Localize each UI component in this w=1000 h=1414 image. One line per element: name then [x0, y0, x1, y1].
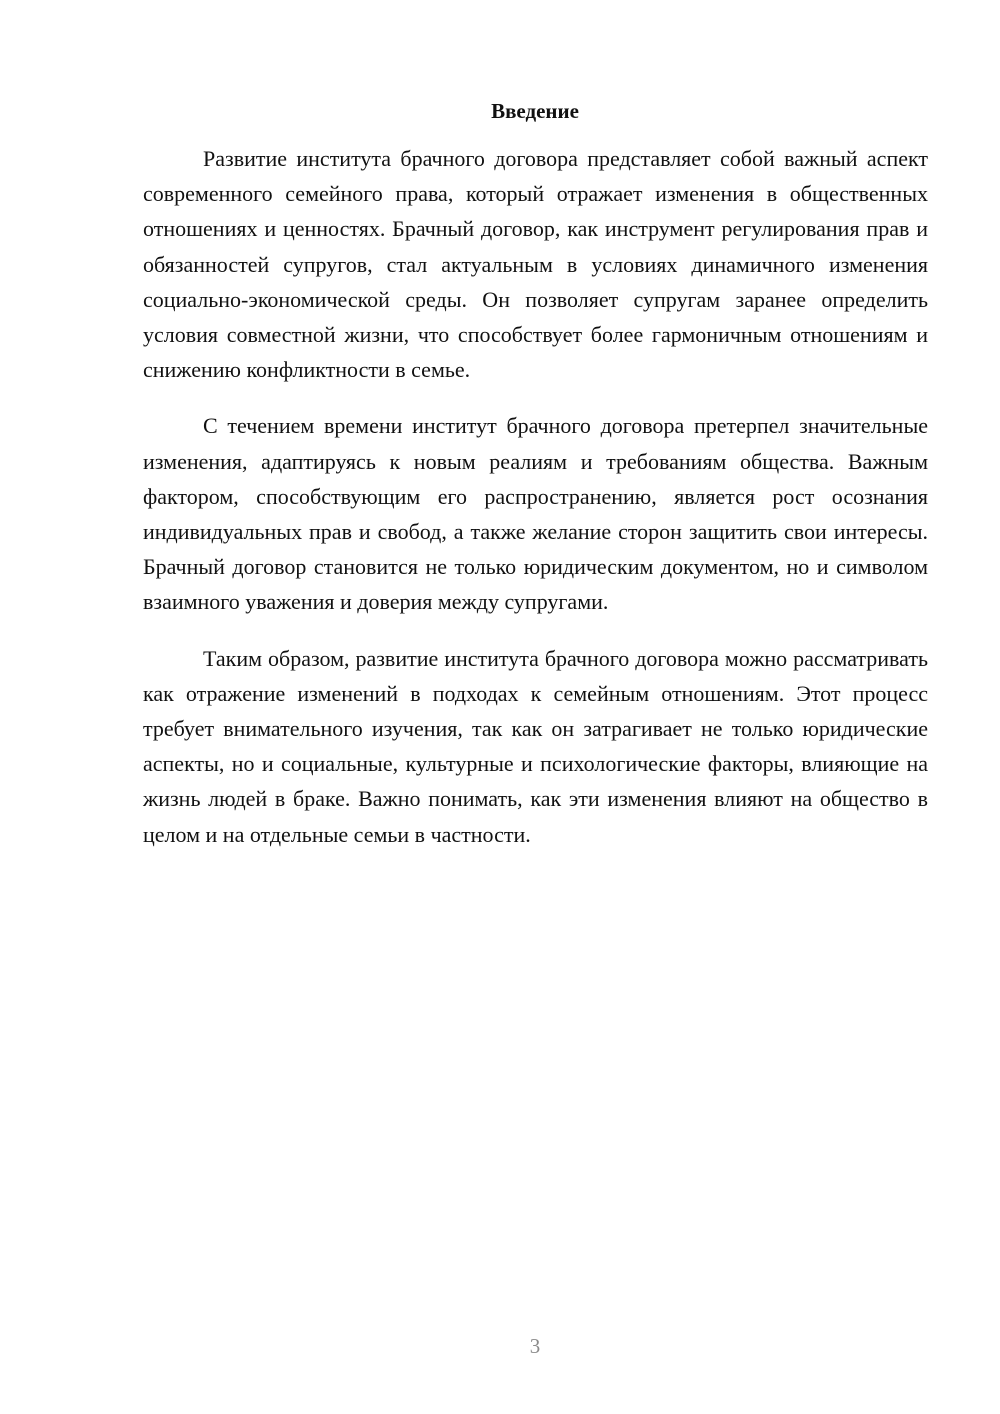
paragraph-1: Развитие института брачного договора представляет собой важный аспект современного семейного права, который отражает изменения в общественных отношениях и ценностях. Брачный договор, как инструмент регулирования прав и обязанностей супругов, стал актуальным в условиях динамичного изменения социально-экономической среды. Он позволяет супругам заранее определить условия совместной жизни, что способствует более гармоничным отношениям и снижению конфликтности в семье.: [143, 146, 928, 383]
page-number: 3: [529, 1334, 541, 1358]
section-heading: Введение: [491, 99, 579, 123]
paragraph-2: С течением времени институт брачного договора претерпел значительные изменения, адаптируясь к новым реалиям и требованиям общества. Важным фактором, способствующим его распространению, является рост осознания индивидуальных прав и свобод, а также желание сторон защитить свои интересы. Брачный договор становится не только юридическим документом, но и символом взаимного уважения и доверия между супругами.: [143, 413, 928, 615]
body-text: [143, 141, 928, 873]
paragraph-3: Таким образом, развитие института брачного договора можно рассматривать как отражение изменений в подходах к семейным отношениям. Этот процесс требует внимательного изучения, так как он затрагивает не только юридические аспекты, но и социальные, культурные и психологические факторы, влияющие на жизнь людей в браке. Важно понимать, как эти изменения влияют на общество в целом и на отдельные семьи в частности.: [143, 645, 928, 847]
